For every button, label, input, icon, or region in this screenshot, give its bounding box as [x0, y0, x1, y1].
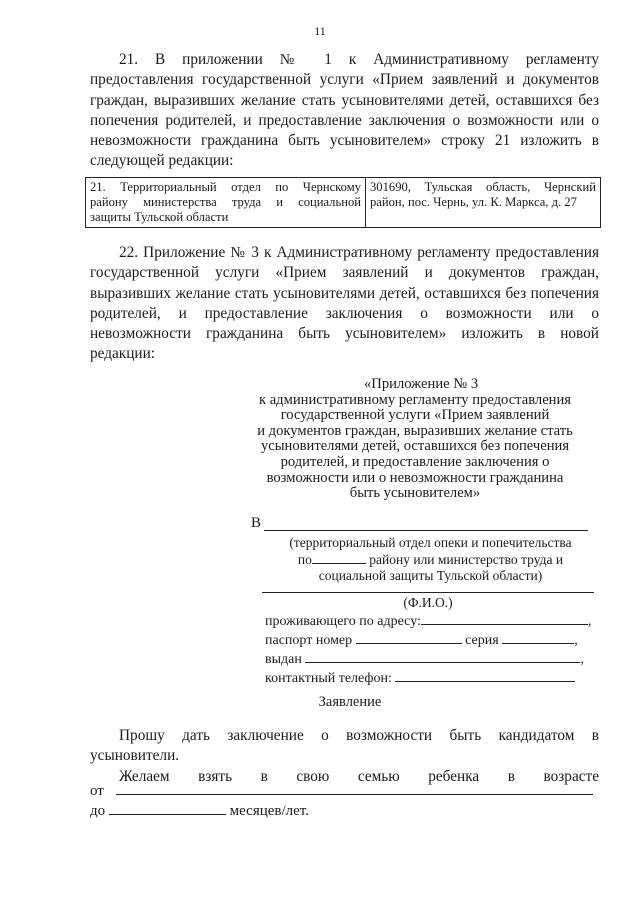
- address-input[interactable]: [421, 610, 588, 625]
- org-hint-line-2: по району или министерство труда и: [297, 552, 564, 567]
- table-cell-address: [366, 178, 601, 228]
- request-paragraph: [90, 726, 599, 787]
- item-22-line: родителей, и предоставление заключения о возможности или о: [90, 304, 599, 322]
- passport-series-input[interactable]: [502, 629, 574, 644]
- table-row-21: [85, 177, 601, 228]
- appendix-line: к административному регламенту предоставления: [258, 391, 572, 408]
- age-to-row: [90, 800, 450, 821]
- item-21-line: попечения родителей, и предоставление заключения о возможности или о: [90, 111, 599, 129]
- issued-input[interactable]: [305, 648, 580, 663]
- item-22-paragraph: [90, 243, 599, 365]
- district-blank[interactable]: [312, 551, 366, 564]
- item-21-line: следующей редакции:: [90, 152, 234, 170]
- passport-number-input[interactable]: [356, 629, 462, 644]
- address-line: 301690, Тульская область, Чернский: [370, 180, 596, 194]
- issued-row: выдан ,: [265, 648, 605, 670]
- item-21-line: 21. В приложении № 1 к Административному регламенту: [119, 51, 599, 68]
- phone-label: контактный телефон:: [265, 671, 392, 686]
- phone-row: [265, 667, 605, 689]
- item-21-line: предоставления государственной услуги «Прием заявлений и документов: [90, 71, 599, 89]
- appendix-line: родителей, и предоставление заключения о: [280, 453, 550, 470]
- fio-label: (Ф.И.О.): [403, 595, 453, 610]
- org-hint-line-1: (территориальный отдел опеки и попечительства: [289, 535, 572, 550]
- address-label: проживающего по адресу:: [265, 614, 421, 629]
- appendix-line: быть усыновителем»: [349, 485, 481, 502]
- item-22-line: невозможности гражданина быть усыновителем» изложить в новой: [90, 325, 599, 343]
- passport-row: паспорт номер серия ,: [265, 629, 605, 651]
- item-21-line: граждан, выразивших желание стать усыновителями детей, оставшихся без: [90, 91, 599, 109]
- appendix-header: [240, 377, 590, 502]
- addressee-underline[interactable]: [264, 530, 588, 531]
- appendix-line: и документов граждан, выразивших желание стать: [257, 422, 573, 439]
- appendix-line: «Приложение № 3: [364, 376, 479, 392]
- fio-underline[interactable]: [262, 592, 594, 593]
- department-line: району министерства труда и социальной: [90, 195, 361, 209]
- item-21-paragraph: [90, 50, 599, 172]
- table-cell-department: [86, 178, 366, 228]
- to-label: до: [90, 803, 106, 819]
- item-22-line: редакции:: [90, 345, 156, 363]
- issued-label: выдан: [265, 652, 302, 667]
- item-22-line: выразивших желание стать усыновителями детей, оставшихся без попечения: [90, 284, 599, 302]
- addressee-hint: [258, 535, 603, 584]
- statement-title: Заявление: [318, 694, 382, 710]
- department-line: защиты Тульской области: [90, 210, 229, 224]
- unit-label: месяцев/лет.: [229, 803, 309, 819]
- item-22-line: 22. Приложение № 3 к Административному регламенту предоставления: [119, 244, 599, 261]
- from-label: от: [90, 783, 104, 799]
- appendix-line: усыновителями детей, оставшихся без попечения: [260, 438, 570, 455]
- appendix-line: государственной услуги «Прием заявлений: [280, 407, 550, 424]
- addressee-line: [251, 515, 591, 537]
- request-line: Прошу дать заключение о возможности быть кандидатом в: [119, 727, 599, 744]
- series-label: серия: [465, 633, 499, 648]
- age-from-row: [90, 780, 602, 801]
- phone-input[interactable]: [395, 667, 575, 682]
- request-line: усыновители.: [90, 747, 180, 765]
- to-prefix: В: [251, 515, 262, 531]
- address-row: проживающего по адресу: ,: [265, 610, 605, 632]
- page-number: 11: [314, 24, 326, 38]
- age-from-input[interactable]: [116, 780, 593, 795]
- passport-label: паспорт номер: [265, 633, 353, 648]
- appendix-line: возможности или о невозможности гражданина: [266, 469, 564, 486]
- age-to-input[interactable]: [109, 800, 226, 815]
- address-line: район, пос. Чернь, ул. К. Маркса, д. 27: [370, 195, 577, 209]
- item-22-line: государственной услуги «Прием заявлений и документов граждан,: [90, 264, 599, 282]
- wish-line: Желаем взять в свою семью ребенка в возрасте: [119, 767, 599, 785]
- org-hint-line-3: социальной защиты Тульской области): [318, 568, 543, 583]
- department-line: 21. Территориальный отдел по Чернскому: [90, 180, 361, 194]
- item-21-line: невозможности гражданина быть усыновителем» строку 21 изложить в: [90, 132, 599, 150]
